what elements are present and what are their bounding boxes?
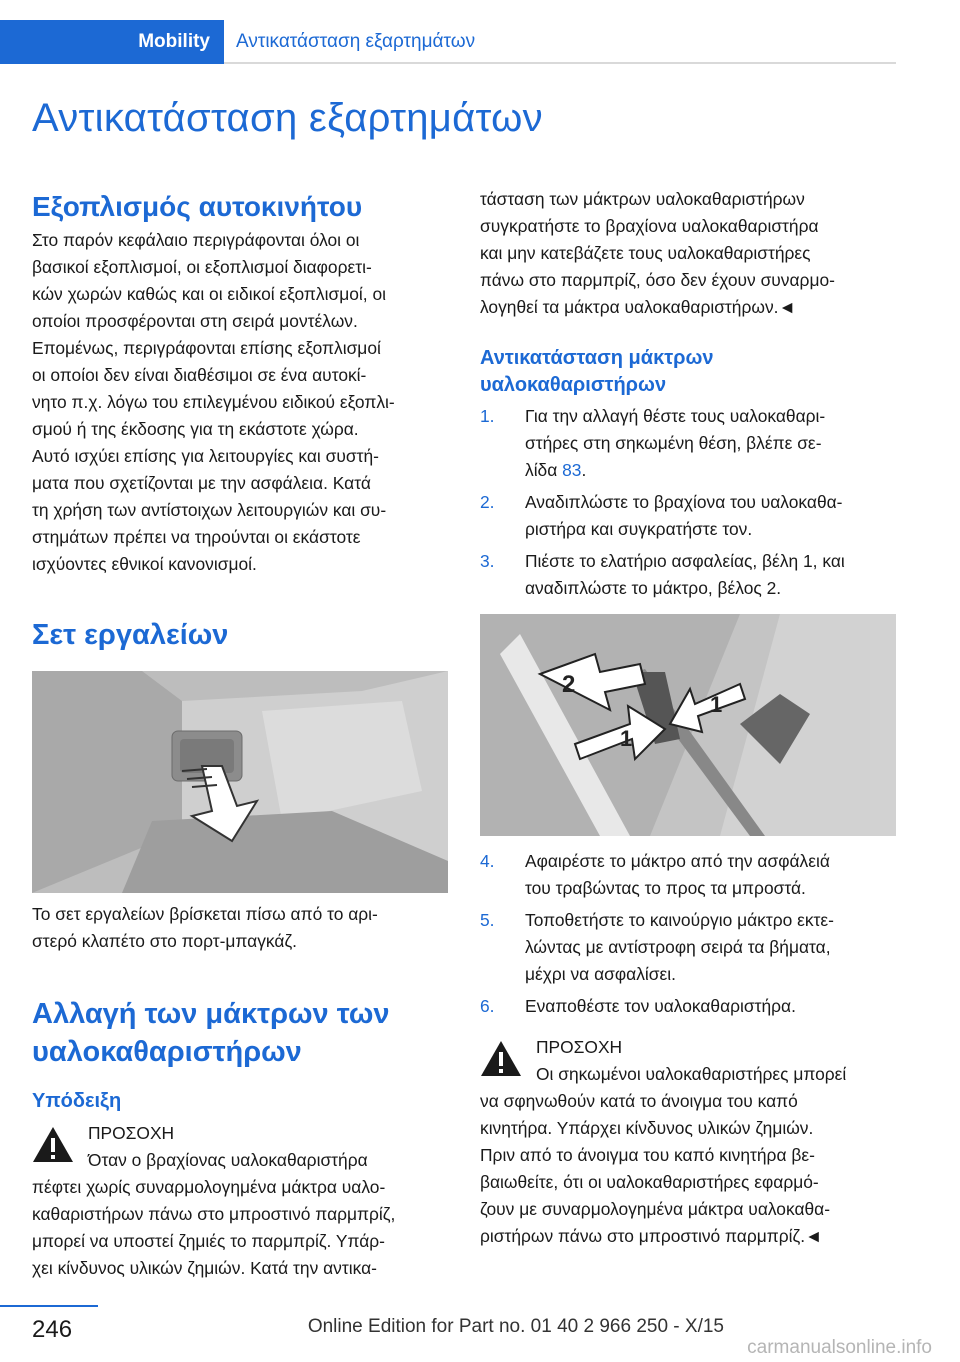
list-item: 4. Αφαιρέστε το μάκτρο από την ασφάλειά του τραβώντας το προς τα μπροστά. [480, 851, 830, 898]
warning-text: πέφτει χωρίς συναρμολογημένα μάκτρα υαλο‐ καθαριστήρων πάνω στο μπροστινό παρμπρίζ, μπορεί να υποστεί ζημιές το παρμπρίζ. Υπάρ‐ χει κίνδυνος υλικών ζημιών. Κατά την αντικα‐ [32, 1177, 396, 1278]
header-divider [224, 62, 896, 64]
page-number-rule [0, 1305, 98, 1307]
warning-text: να σφηνωθούν κατά το άνοιγμα του καπό κινητήρα. Υπάρχει κίνδυνος υλικών ζημιών. Πριν από το άνοιγμα του καπό κινητήρα βε‐ βαιωθείτε, ότι οι υαλοκαθαριστήρες εφαρμό‐ ζουν με συναρμολογημένα μάκτρα υαλοκαθα‐ ριστήρων πάνω στο μπροστινό παρμπρίζ.◄ [480, 1091, 831, 1246]
subsection-label[interactable]: Αντικατάσταση εξαρτημάτων [236, 31, 476, 52]
list-item: 6. Εναποθέστε τον υαλοκαθαριστήρα. [480, 996, 796, 1016]
equipment-text: Στο παρόν κεφάλαιο περιγράφονται όλοι οι βασικοί εξοπλισμοί, οι εξοπλισμοί διαφορετι‐ κών χωρών καθώς και οι ειδικοί εξοπλισμοί, οι οποίοι προσφέρονται στη σειρά μοντέλων. Επομένως, περιγράφονται επίσης εξοπλισμοί οι οποίοι δεν είναι διαθέσιμοι σε ένα αυτοκί‐ νητο π.χ. λόγω του επιλεγμένου ειδικού εξοπλι‐ σμού ή της έκδοσης για τη εκάστοτε χώρα. Αυτό ισχύει επίσης για λειτουργίες και συστή‐ ματα που σχετίζονται με την ασφάλεια. Κατά τη χρήση των αντίστοιχων λειτουργιών και συ‐ στημάτων πρέπει να τηρούνται οι εκάστοτε ισχύοντες εθνικοί κανονισμοί. [32, 230, 395, 574]
equipment-heading: Εξοπλισμός αυτοκινήτου [32, 191, 363, 222]
warning-continuation: τάσταση των μάκτρων υαλοκαθαριστήρων συγκρατήστε το βραχίονα υαλοκαθαριστήρα και μην κατεβάζετε τους υαλοκαθαριστήρες πάνω στο παρμπρίζ, όσο δεν έχουν συναρμο‐ λογηθεί τα μάκτρα υαλοκαθαριστήρων.◄ [480, 189, 835, 317]
list-item: 1. Για την αλλαγή θέστε τους υαλοκαθαρι‐ στήρες στη σηκωμένη θέση, βλέπε σε‐ λίδα 83. [480, 406, 826, 480]
warning-box-2: ΠΡΟΣΟΧΗ Οι σηκωμένοι υαλοκαθαριστήρες μπορεί να σφηνωθούν κατά το άνοιγμα του καπό κινητήρα. Υπάρχει κίνδυνος υλικών ζημιών. Πριν από το άνοιγμα του καπό κινητήρα βε‐ βαιωθείτε, ότι οι υαλοκαθαριστήρες εφαρμό‐ ζουν με συναρμολογημένα μάκτρα υαλοκαθα‐ ριστήρων πάνω στο μπροστινό παρμπρίζ.◄ [480, 1034, 900, 1250]
warning-label: ΠΡΟΣΟΧΗ [88, 1123, 175, 1143]
warning-label: ΠΡΟΣΟΧΗ [536, 1037, 623, 1057]
note-heading: Υπόδειξη [32, 1090, 122, 1112]
warning-triangle-icon [480, 1034, 536, 1088]
warning-box-1: ΠΡΟΣΟΧΗ Όταν ο βραχίονας υαλοκαθαριστήρα πέφτει χωρίς συναρμολογημένα μάκτρα υαλο‐ καθαριστήρων πάνω στο μπροστινό παρμπρίζ, μπορεί να υποστεί ζημιές το παρμπρίζ. Υπάρ‐ χει κίνδυνος υλικών ζημιών. Κατά την αντικα‐ [32, 1120, 452, 1282]
list-item: 5. Τοποθετήστε το καινούργιο μάκτρο εκτε‐ λώντας με αντίστροφη σειρά τα βήματα, μέχρι να ασφαλίσει. [480, 910, 834, 984]
wiper-image [480, 614, 896, 836]
page-title: Αντικατάσταση εξαρτημάτων [32, 96, 543, 140]
steps-list-1 [480, 403, 900, 602]
list-item: 2. Αναδιπλώστε το βραχίονα του υαλοκαθα‐ ριστήρα και συγκρατήστε τον. [480, 492, 843, 539]
page-link[interactable]: 83 [562, 460, 582, 480]
header-bar [0, 20, 896, 64]
section-tab[interactable]: Mobility [0, 20, 224, 64]
right-column [480, 186, 900, 1250]
list-item: 3. Πιέστε το ελατήριο ασφαλείας, βέλη 1, και αναδιπλώστε το μάκτρο, βέλος 2. [480, 551, 845, 598]
edition-note: Online Edition for Part no. 01 40 2 966 250 - X/15 [307, 1316, 724, 1337]
wiper-heading: Αλλαγή των μάκτρων των υαλοκαθαριστήρων [32, 998, 390, 1068]
watermark[interactable]: carmanualsonline.info [747, 1337, 932, 1358]
page-number: 246 [32, 1316, 73, 1343]
fig-label-1b: 1 [710, 692, 723, 717]
replace-heading: Αντικατάσταση μάκτρων υαλοκαθαριστήρων [480, 347, 714, 396]
fig-label-2: 2 [562, 671, 576, 698]
toolkit-caption: Το σετ εργαλείων βρίσκεται πίσω από το αρι‐ στερό κλαπέτο στο πορτ-μπαγκάζ. [32, 904, 378, 951]
toolkit-heading: Σετ εργαλείων [32, 619, 229, 651]
steps-list-2 [480, 848, 900, 1020]
toolkit-image [32, 671, 448, 893]
fig-label-1a: 1 [620, 726, 633, 751]
warning-triangle-icon [32, 1120, 88, 1174]
left-column [32, 186, 452, 1282]
